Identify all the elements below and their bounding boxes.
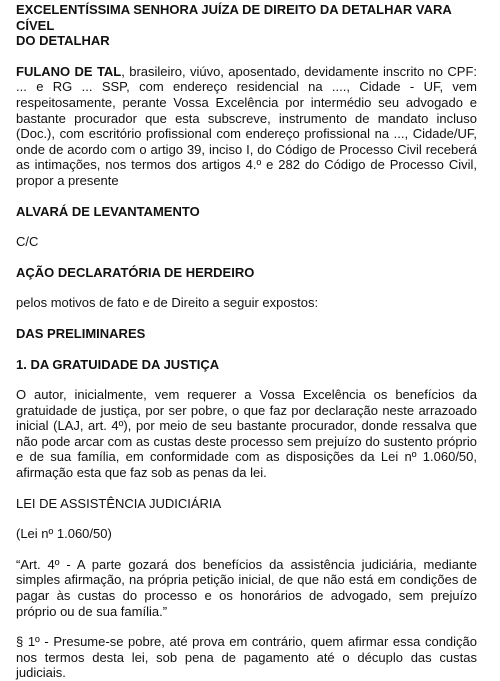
preliminares-title: DAS PRELIMINARES xyxy=(16,325,146,341)
document-page xyxy=(16,2,477,681)
lei-reference: (Lei nº 1.060/50) xyxy=(16,526,112,542)
court-heading-line-1: EXCELENTÍSSIMA SENHORA JUÍZA DE DIREITO DA DETALHAR VARA CÍVEL xyxy=(16,2,452,33)
lei-assistencia-title: LEI DE ASSISTÊNCIA JUDICIÁRIA xyxy=(16,495,222,511)
court-heading xyxy=(16,2,477,49)
paragrafo-1: § 1º - Presume-se pobre, até prova em contrário, quem afirmar essa condição nos termos desta lei, sob pena de pagamento até o décuplo das custas judiciais. xyxy=(16,634,477,681)
alvara-title: ALVARÁ DE LEVANTAMENTO xyxy=(16,203,200,219)
cc-label: C/C xyxy=(16,234,39,250)
motivos-text: pelos motivos de fato e de Direito a seguir expostos: xyxy=(16,295,319,311)
art4-quote: “Art. 4º - A parte gozará dos benefícios da assistência judiciária, mediante simples afirmação, na própria petição inicial, de que não está em condições de pagar às custas do processo e os honorários de advogado, sem prejuízo próprio ou de sua família.” xyxy=(16,556,477,619)
court-heading-line-2: DO DETALHAR xyxy=(16,33,110,49)
party-qualification-paragraph xyxy=(16,64,477,189)
acao-title: AÇÃO DECLARATÓRIA DE HERDEIRO xyxy=(16,264,255,280)
gratuidade-title: 1. DA GRATUIDADE DA JUSTIÇA xyxy=(16,356,220,372)
gratuidade-paragraph: O autor, inicialmente, vem requerer a Vossa Excelência os benefícios da gratuidade de justiça, por ser pobre, o que faz por declaração neste arrazoado inicial (LAJ, art. 4º), por meio de seu bastante procurador, donde ressalva que não pode arcar com as custas deste processo sem prejuízo do sustento próprio e de sua família, em conformidade com as disposições da Lei nº 1.060/50, afirmação esta que faz sob as penas da lei. xyxy=(16,387,477,481)
party-name: FULANO DE TAL xyxy=(16,63,122,79)
party-qualification-text: , brasileiro, viúvo, aposentado, devidamente inscrito no CPF: ... e RG ... SSP, com endereço residencial na ...., Cidade - UF, vem respeitosamente, perante Vossa Excelência por intermédio seu advogado e bastante procurador que esta subscreve, instrumento de mandato incluso (Doc.), com escritório profissional com endereço profissional na ..., Cidade/UF, onde de acordo com o artigo 39, inciso I, do Código de Processo Civil receberá as intimações, nos termos dos artigos 4.º e 282 do Código de Processo Civil, propor a presente xyxy=(16,63,478,188)
